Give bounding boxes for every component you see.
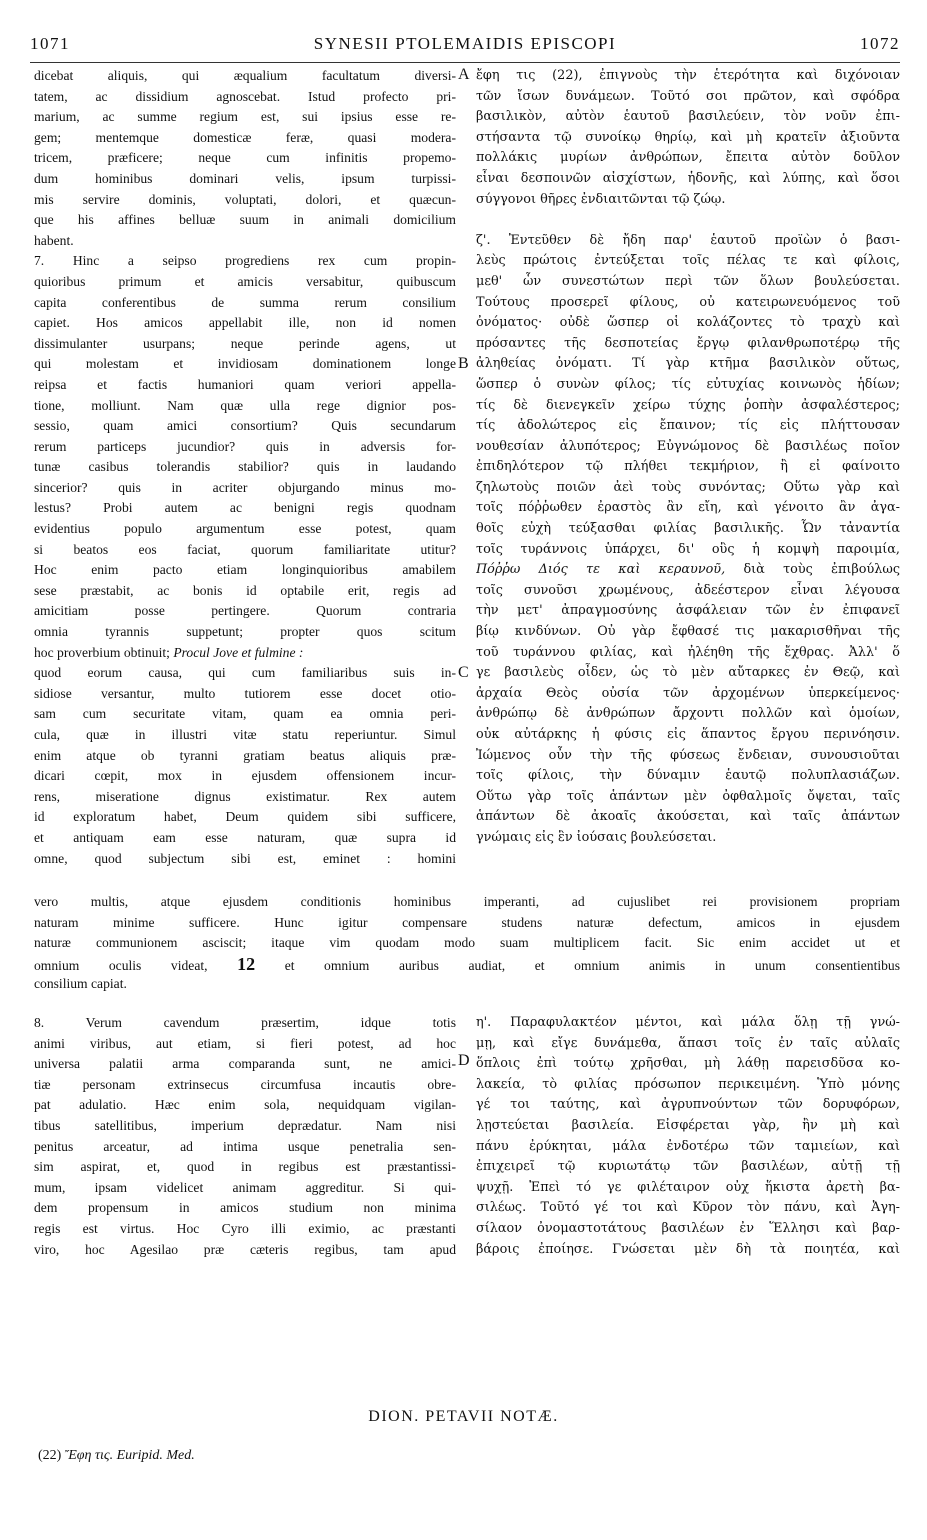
text-line: dicebat aliquis, qui æqualium facultatum diversi- [34, 68, 456, 83]
text-line: στήσαντα τῷ συνοίκῳ θηρίῳ, καὶ μὴ κρατεῖν ἀξιοῦντα [476, 129, 900, 145]
text-line: naturam minime sufficere. Hunc igitur compensare studens naturæ defectum, amicos in ejusdem [34, 914, 900, 930]
text-line: μεθ' ὧν συνεστώτων περὶ τῶν ὅλων βουλεύσεται. [476, 273, 900, 289]
text-line: λεὺς πρώτοις ἐντεύξεται τοῖς πέλας τε καὶ φίλοις, [476, 253, 900, 269]
text-line: λακεία, τὸ φιλίας πρόσωπον περικειμένη. Ὑπὸ μόνης [476, 1076, 900, 1092]
text-line: γέ τοι ταύτης, καὶ ἀγρυπνούντων τῶν δορυφόρων, [476, 1097, 900, 1113]
text-line: enim atque ob tyranni gratiam beatus aliquis præ- [34, 747, 456, 763]
text-line: omnia tyrannis suppetunt; propter quos scitum [34, 624, 456, 640]
margin-marker-d: D [458, 1052, 470, 1069]
text-line: ἔφη τις (22), ἐπιγνοὺς τὴν ἑτερότητα καὶ διχόνοιαν [476, 68, 900, 83]
text-line: reipsa et factis humaniori quam veriori appella- [34, 376, 456, 392]
text-line: si beatos eos faciat, quorum familiaritate utitur? [34, 541, 456, 557]
text-line: σύγγονοι θῆρες ἐνδιαιτῶνται τῷ ζώῳ. [476, 191, 726, 207]
proverb-latin: Procul Jove et fulmine : [173, 644, 304, 660]
notes-title: DION. PETAVII NOTÆ. [368, 1408, 559, 1425]
text-line: λῃστεύεται βασιλεία. Εἰσφέρεται γὰρ, ἢν μὴ καὶ [476, 1117, 900, 1133]
text-line: νουθεσίαν ἀλυπότερος; Εὐγνώμονος δὲ βασιλέως ποῖον [476, 438, 900, 454]
text-line: ὥσπερ ὁ συνὼν φίλος; τίς εὐτυχίας κοινωνὸς ἡδίων; [476, 376, 900, 392]
header-rule [30, 62, 900, 63]
text-line: penitus arceatur, ad intima usque penetralia sen- [34, 1138, 456, 1154]
text-line: 8. Verum cavendum præsertim, idque totis [34, 1015, 456, 1030]
text-line: ψυχῇ. Ἐπεὶ τό γε φιλέταιρον οὐχ ἥκιστα ἀρετὴ βα- [476, 1179, 900, 1195]
text-line: tunæ casibus tolerandis stabilior? quis in laudando [34, 459, 456, 475]
text-line: marium, ac summe regium est, sui ipsius esse re- [34, 109, 456, 125]
text-fragment: et omnium auribus audiat, et omnium animis in unum consentientibus [284, 957, 900, 973]
text-line: θοῖς εὐχὴ τεύξασθαι φιλίας βασιλικῆς. Ὧν τἀναντία [476, 521, 900, 537]
margin-marker-b: B [458, 355, 469, 372]
text-line: tiæ personam extrinsecus circumfusa incautis obre- [34, 1076, 456, 1092]
text-line: τίς δὲ διενεγκεῖν χείρω τύχης ῥοπὴν ἀσφαλέστερος; [476, 397, 900, 413]
text-line: τὴν μετ' ἀπραγμοσύνης ἀσφάλειαν τῶν ἐν ἐπιφανεῖ [476, 603, 900, 619]
text-line: εἶναι δεσποινῶν αἰσχίστων, ἡδονῆς, καὶ λύπης, καὶ ὅσοι [476, 170, 900, 186]
text-line: sese præstabit, ac bonis id optabile erit, regis ad [34, 582, 456, 598]
text-line: gem; mentemque domesticæ feræ, quasi modera- [34, 129, 456, 145]
text-line: ζ'. Ἐντεῦθεν δὲ ἤδη παρ' ἑαυτοῦ προϊὼν ὁ βασι- [476, 232, 900, 248]
text-line: rens, miseratione dignus existimatur. Rex autem [34, 788, 456, 804]
text-line: ζηλωτοὺς ποιῶν ἀεὶ τοὺς συνόντας; Οὕτω γὰρ καὶ [476, 479, 900, 495]
text-line: Τούτους προσερεῖ φίλους, οὐ κατειρωνευόμενος τοῦ [476, 294, 900, 310]
text-line: τοῖς τυράννοις ὑπάρχει, δι' οὓς ἡ κομψὴ παροιμία, [476, 541, 900, 557]
text-line: ἐπιδηλότερον τῷ πλήθει τεκμήριον, ἢ εἰ φαίνοιτο [476, 459, 900, 475]
text-line: ὀνόματος· οὐδὲ ὥσπερ οἱ κολάζοντες τὸ τραχὺ καὶ [476, 315, 900, 331]
footnote-text: Ἔφη τις. Euripid. Med. [64, 1448, 195, 1463]
latin-column-top [34, 66, 456, 869]
text-line: βίῳ κινδύνων. Οὐ γὰρ ἔφθασέ τις μακαρισθῆναι τῆς [476, 624, 900, 640]
text-line [34, 954, 900, 975]
text-line: tibus satellitibus, imperium deprædatur. Nam nisi [34, 1117, 456, 1133]
text-line: naturæ communionem asciscit; itaque vim quodam modo suam multiplicem facit. Sic enim accidet ut et [34, 935, 900, 951]
text-line: τοῖς πόῤῥωθεν ἐραστὸς ἂν εἴη, καὶ γένοιτο ἂν ἀγα- [476, 500, 900, 516]
text-line: que his affines belluæ suum in animali domicilium [34, 212, 456, 228]
text-line: η'. Παραφυλακτέον μέντοι, καὶ μάλα ὅλῃ τῇ γνώ- [476, 1015, 900, 1030]
text-line: dissimulanter usurpans; neque perinde agens, ut [34, 335, 456, 351]
text-line: animi viribus, aut etiam, si fieri potest, ad hoc [34, 1035, 456, 1051]
proverb-greek-rest: διὰ τοὺς ἐπιβούλως [725, 562, 900, 578]
text-line: habent. [34, 232, 74, 248]
text-line: 7. Hinc a seipso progrediens rex cum propin- [34, 253, 456, 269]
text-line: πολλάκις μυρίων ἀνθρώπων, ἔπειτα αὐτὸν δοῦλον [476, 150, 900, 166]
text-line: pat adulatio. Hæc enim sola, nequidquam vigilan- [34, 1097, 456, 1113]
text-line: πρόσαντες τῆς δεσποτείας ἔργῳ φιλανθρωποτέρῳ τῆς [476, 335, 900, 351]
text-line: πάνυ ἐρύκηται, μάλα ἐνδοτέρω τῶν ταμιείων, καὶ [476, 1138, 900, 1154]
running-title: SYNESII PTOLEMAIDIS EPISCOPI [313, 34, 617, 53]
footnote-number: (22) [38, 1448, 62, 1463]
text-line: sincerior? quis in acriter objurgando minus mo- [34, 479, 456, 495]
text-line: tatem, ac dissidium agnoscebat. Istud profecto pri- [34, 88, 456, 104]
margin-marker-c: C [458, 664, 469, 681]
text-line: amicitiam posse pertingere. Quorum contraria [34, 603, 456, 619]
text-line: Οὕτω γὰρ τοῖς ἁπάντων μὲν ὀφθαλμοῖς ὄψεται, ταῖς [476, 788, 900, 804]
text-line: lestus? Probi autem ac benigni regis quodnam [34, 500, 456, 516]
text-line: dicari cœpit, mox in ejusdem offensionem incur- [34, 768, 456, 784]
text-line: evidentius populo argumentum esse potest, quam [34, 521, 456, 537]
text-line: quod eorum causa, qui cum familiaribus suis in- [34, 665, 456, 681]
text-line: οὐκ αὐτάρκης ἡ φύσις εἰς ἅπαντος ἔργου περινόησιν. [476, 727, 900, 742]
text-fragment: omnium oculis videat, [34, 957, 208, 973]
text-line: ἀνθρώπῳ δὲ ἀνθρώπων ἄρχοντι πολλῶν καὶ ὁμοίων, [476, 706, 900, 722]
text-line: rerum particeps jucundior? quis in adversis for- [34, 438, 456, 454]
text-line: sam cum securitate vitam, quam ea omnia peri- [34, 706, 456, 722]
text-line: Ἰώμενος οὖν τὴν τῆς φύσεως ἔνδειαν, συνουσιοῦται [476, 747, 900, 763]
text-line: hoc proverbium obtinuit; Procul Jove et fulmine : [34, 644, 304, 660]
text-line: τῶν ἴσων δυνάμεων. Τοῦτό σοι πρῶτον, καὶ σφόδρα [476, 88, 900, 104]
text-line: τοῦ τυράννου φιλίας, καὶ ἠλέηθη τῆς ἔχθρας. Ἀλλ' ὅ [476, 644, 900, 660]
greek-column-bottom [476, 1013, 900, 1260]
text-line: cula, quæ in illustri vitæ statu reperiuntur. Simul [34, 727, 456, 742]
text-line: ἐπιχειρεῖ τῷ κυριωτάτῳ τῶν βασιλέων, αὐτῇ τῇ [476, 1159, 900, 1175]
text-line: qui molestam et invidiosam dominationem longe [34, 356, 456, 372]
text-line: βάροις ἐποίησε. Γνώσεται μὲν δὴ τὰ ποιητέα, καὶ [476, 1241, 900, 1257]
text-line: sessio, quam amici consortium? Quis secundarum [34, 418, 456, 434]
greek-column-top [476, 66, 900, 849]
text-line: tione, molliunt. Nam quæ ulla rege dignior pos- [34, 397, 456, 413]
text-line: sidiose versantur, multo tutiorem esse docet otio- [34, 685, 456, 701]
footnote [38, 1448, 195, 1464]
text-line: τοῖς φίλοις, τὴν δύναμιν ἑαυτῷ πολυπλασιάζων. [476, 768, 900, 784]
text-line: ἀληθείας ὀνόματι. Τί γὰρ κτῆμα βασιλικὸν οὕτως, [476, 356, 900, 372]
text-line: σιλέως. Τοῦτό γέ τοι καὶ Κῦρον τὸν πάνυ, καὶ Ἀγη- [476, 1200, 900, 1216]
text-line: Hoc enim pacto etiam longinquioribus amabilem [34, 562, 456, 578]
text-line: mum, ipsam videlicet animam aggreditur. Si qui- [34, 1179, 456, 1195]
latin-wide-paragraph [34, 892, 900, 995]
latin-column-bottom [34, 1013, 456, 1260]
text-line: μῃ, καὶ εἴγε δυνάμεθα, ἅπασι τοῖς ἐν ταῖς αὐλαῖς [476, 1035, 900, 1051]
text-line: universa palatii arma comparanda sunt, ne amici- [34, 1056, 456, 1072]
page-number-left: 1071 [30, 34, 70, 53]
text-line: mis servire dominis, voluptati, dolori, et quæcun- [34, 191, 456, 207]
text-line: et antiquam eam esse naturam, quæ supra id [34, 829, 456, 845]
text-line: tricem, præficere; neque cum infinitis propemo- [34, 150, 456, 166]
text-line: vero multis, atque ejusdem conditionis hominibus imperanti, ad cujuslibet rei provisionem propriam [34, 894, 900, 909]
text-line: τοῖς συνοῦσι χρωμένους, ἀδεέστερον εἶναι λέγουσα [476, 582, 900, 598]
paragraph-gap [476, 210, 900, 231]
column-number-marker: 12 [237, 953, 256, 974]
text-line: capita conferentibus de summa rerum consilium [34, 294, 456, 310]
proverb-greek: Πόῤῥω Διός τε καὶ κεραυνοῦ, [476, 562, 726, 578]
page-number-right: 1072 [860, 34, 900, 53]
text-line: ἀρχαία Θεὸς οὐσία τῶν ἀρχομένων ὑπερκείμενος· [476, 685, 900, 701]
text-line [476, 560, 900, 581]
text-line: σίλαον ὀνομαστοτάτους βασιλέων ἐν Ἕλλησι καὶ βαρ- [476, 1220, 900, 1236]
text-line: capiet. Hos amicos appellabit ille, non id nomen [34, 315, 456, 331]
text-line: regis est virtus. Hoc Cyro illi eximio, ac præstanti [34, 1220, 456, 1236]
text-line: omne, quod subjectum sibi est, eminet : homini [34, 850, 456, 866]
text-line: consilium capiat. [34, 976, 127, 992]
page-header [30, 34, 900, 58]
margin-marker-a: A [458, 66, 470, 83]
text-line: γε βασιλεὺς οἶδεν, ὡς τὸ μὲν αὔταρκες ἐν Θεῷ, καὶ [476, 665, 900, 681]
text-line: viro, hoc Agesilao præ cæteris regibus, tam apud [34, 1241, 456, 1257]
text-line: βασιλικὸν, αὐτὸν ἑαυτοῦ βασιλεύειν, τὸν νοῦν ἐπι- [476, 109, 900, 125]
text-line: γνώμαις εἰς ἓν ἰούσαις βουλεύσεται. [476, 829, 717, 845]
text-line: quioribus primum et amicis versabitur, quibuscum [34, 273, 456, 289]
text-line: dem propensum in amicos studium non minima [34, 1200, 456, 1216]
text-line: ἁπάντων δὲ ἀκοαῖς ἀκούσεται, καὶ ταῖς ἁπάντων [476, 809, 900, 825]
text-line: dum hominibus dominari velis, ipsum turpissi- [34, 170, 456, 186]
text-line: ὅπλοις ἐπὶ τούτῳ χρῆσθαι, μὴ λάθῃ παρεισδῦσα κο- [476, 1056, 900, 1072]
text-line: τίς ἀδολώτερος εἰς ἔπαινον; τίς εἰς πλήττουσαν [476, 418, 900, 434]
text-line: id exploratum habet, Deum quidem sibi sufficere, [34, 809, 456, 825]
text-line: sim aspirat, et, quod in regibus est præstantissi- [34, 1159, 456, 1175]
